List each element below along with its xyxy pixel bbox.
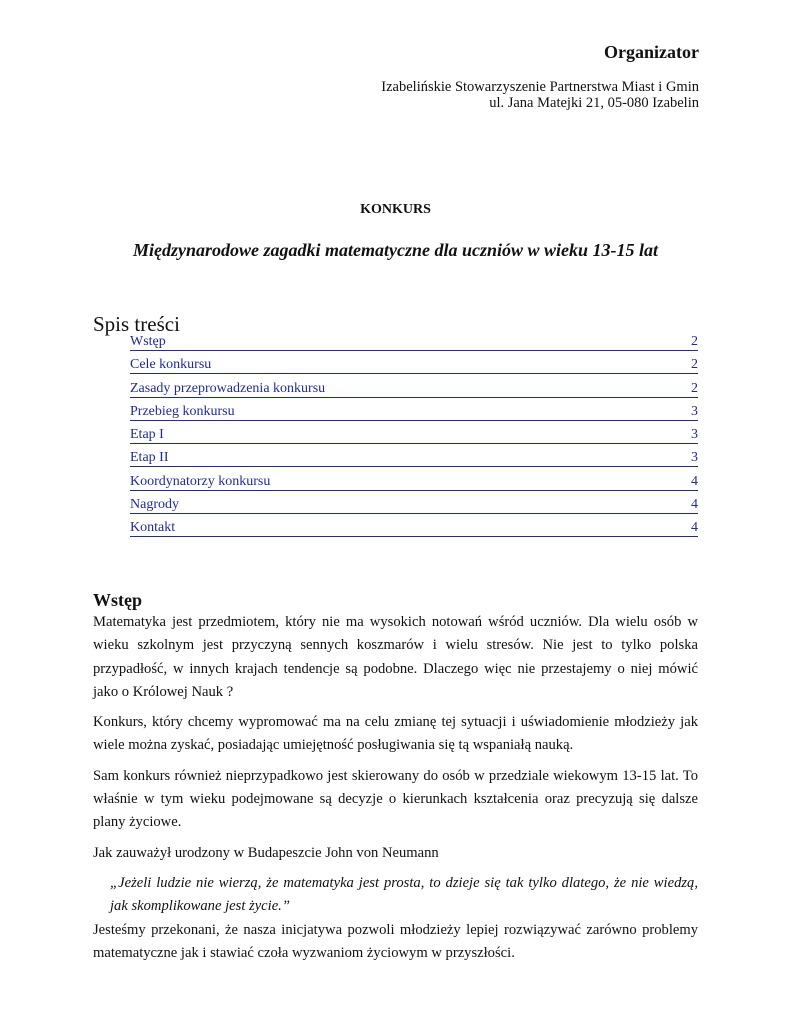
toc-item [130, 520, 698, 543]
toc-link-nagrody[interactable] [130, 497, 698, 514]
toc-link-kontakt[interactable] [130, 520, 698, 537]
toc-item-page: 3 [691, 427, 698, 443]
toc-link-etap-2[interactable] [130, 450, 698, 467]
paragraph: Konkurs, który chcemy wypromować ma na celu zmianę tej sytuacji i uświadomienie młodzieży jak wiele można zyskać, posiadając umiejętność posługiwania się tą wspaniałą nauką. [93, 714, 698, 754]
organizer-address [381, 79, 699, 111]
toc-item-label: Etap II [130, 450, 169, 466]
toc-item-page: 3 [691, 450, 698, 466]
toc-item-page: 2 [691, 380, 698, 396]
toc-item-label: Wstęp [130, 334, 166, 349]
toc-item-page: 4 [691, 497, 698, 513]
toc-item-label: Nagrody [130, 497, 179, 513]
toc-item-label: Koordynatorzy konkursu [130, 473, 271, 489]
toc-item-label: Przebieg konkursu [130, 403, 235, 419]
toc-item-page: 2 [691, 334, 698, 349]
paragraph: Jak zauważył urodzony w Budapeszcie John von Neumann [93, 844, 439, 861]
toc-item [130, 427, 698, 450]
toc-item-page: 4 [691, 473, 698, 489]
contest-label: KONKURS [360, 202, 431, 217]
toc-item-page: 2 [691, 357, 698, 373]
paragraph: Matematyka jest przedmiotem, który nie ma wysokich notowań wśród uczniów. Dla wielu osób w wieku szkolnym jest przyczyną sennych koszmarów i wielu stresów. Nie jest to tylko polska przypadłość, w innych krajach tendencje są podobne. Dlaczego więc nie przestajemy o niej mówić jako o Królowej Nauk ? [93, 614, 698, 700]
toc-link-zasady[interactable] [130, 381, 698, 398]
organizer-address-line-2: ul. Jana Matejki 21, 05-080 Izabelin [489, 95, 699, 111]
toc-link-koordynatorzy[interactable] [130, 474, 698, 491]
toc-item [130, 357, 698, 380]
toc-item [130, 450, 698, 473]
toc-item [130, 381, 698, 404]
paragraph: Sam konkurs również nieprzypadkowo jest skierowany do osób w przedziale wiekowym 13-15 lat. To właśnie w tym wieku podejmowane są decyzje o kierunkach kształcenia oraz precyzują się dalsze plany życiowe. [93, 767, 698, 831]
toc-link-etap-1[interactable] [130, 427, 698, 444]
toc-item-label: Etap I [130, 427, 164, 443]
toc-item-label: Kontakt [130, 520, 176, 536]
toc-item [130, 474, 698, 497]
toc-link-cele-konkursu[interactable] [130, 357, 698, 374]
toc-item-page: 3 [691, 403, 698, 419]
section-heading-wstep: Wstęp [93, 590, 142, 610]
organizer-address-line-1: Izabelińskie Stowarzyszenie Partnerstwa Miast i Gmin [381, 79, 699, 95]
toc-item [130, 404, 698, 427]
toc-item-label: Cele konkursu [130, 357, 212, 373]
quote: „Jeżeli ludzie nie wierzą, że matematyka jest prosta, to dzieje się tak tylko dlatego, że nie wiedzą, jak skomplikowane jest życie.” [110, 874, 698, 915]
contest-title: Międzynarodowe zagadki matematyczne dla uczniów w wieku 13-15 lat [132, 240, 658, 260]
toc-heading: Spis treści [93, 312, 180, 336]
toc-item [130, 334, 698, 357]
toc-link-wstep[interactable] [130, 334, 698, 351]
toc-item-page: 4 [691, 520, 698, 536]
intro-body [93, 611, 698, 965]
table-of-contents [130, 334, 698, 544]
toc-link-przebieg[interactable] [130, 404, 698, 421]
toc-item-label: Zasady przeprowadzenia konkursu [130, 380, 326, 396]
organizer-title: Organizator [604, 42, 699, 62]
toc-item [130, 497, 698, 520]
paragraph: Jesteśmy przekonani, że nasza inicjatywa pozwoli młodzieży lepiej rozwiązywać zarówno problemy matematyczne jak i stawiać czoła wyzwaniom życiowym w przyszłości. [93, 921, 698, 961]
